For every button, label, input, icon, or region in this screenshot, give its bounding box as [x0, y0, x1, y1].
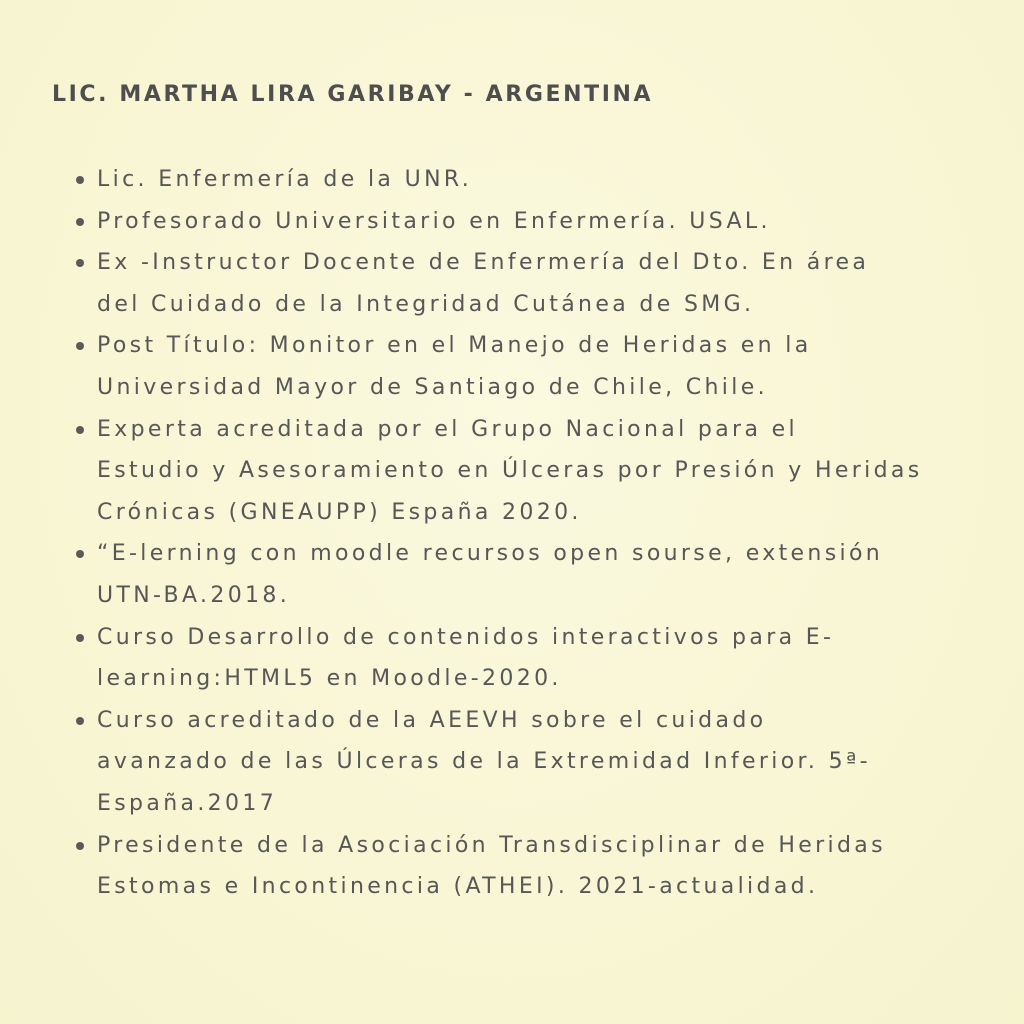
- list-item-line: “E-lerning con moodle recursos open sourse, extensión: [97, 541, 884, 567]
- bullet-icon: [76, 842, 84, 850]
- list-item-line: Universidad Mayor de Santiago de Chile, Chile.: [97, 374, 768, 400]
- page-title: LIC. MARTHA LIRA GARIBAY - ARGENTINA: [52, 82, 654, 107]
- list-item: [97, 159, 997, 201]
- list-item: [97, 617, 997, 700]
- list-item-line: del Cuidado de la Integridad Cutánea de SMG.: [97, 291, 755, 317]
- list-item: [97, 242, 997, 325]
- credentials-list: [97, 159, 997, 908]
- list-item-line: Lic. Enfermería de la UNR.: [97, 167, 473, 192]
- bullet-icon: [76, 717, 84, 725]
- list-item-line: Crónicas (GNEAUPP) España 2020.: [97, 499, 582, 525]
- list-item: [97, 325, 997, 408]
- list-item-line: Curso acreditado de la AEEVH sobre el cuidado: [97, 707, 767, 733]
- list-item-line: Profesorado Universitario en Enfermería. USAL.: [97, 208, 771, 234]
- list-item: [97, 825, 997, 908]
- list-item-line: avanzado de las Úlceras de la Extremidad Inferior. 5ª-: [97, 749, 871, 775]
- list-item-line: Post Título: Monitor en el Manejo de Heridas en la: [97, 333, 812, 359]
- list-item: [97, 409, 997, 534]
- list-item-line: Estomas e Incontinencia (ATHEI). 2021-actualidad.: [97, 874, 819, 900]
- list-item-line: Experta acreditada por el Grupo Nacional para el: [97, 416, 798, 442]
- bullet-icon: [76, 550, 84, 558]
- bullet-icon: [76, 634, 84, 642]
- list-item-line: Curso Desarrollo de contenidos interactivos para E-: [97, 624, 835, 650]
- bullet-icon: [76, 426, 84, 434]
- bullet-icon: [76, 342, 84, 350]
- bullet-icon: [76, 176, 84, 184]
- list-item-line: España.2017: [97, 790, 278, 816]
- list-item-line: Estudio y Asesoramiento en Úlceras por Presión y Heridas: [97, 458, 923, 484]
- list-item: [97, 201, 997, 243]
- list-item: [97, 700, 997, 825]
- list-item-line: Ex -Instructor Docente de Enfermería del Dto. En área: [97, 250, 870, 276]
- bullet-icon: [76, 218, 84, 226]
- list-item: [97, 533, 997, 616]
- list-item-line: learning:HTML5 en Moodle-2020.: [97, 666, 562, 692]
- list-item-line: UTN-BA.2018.: [97, 582, 291, 608]
- list-item-line: Presidente de la Asociación Transdisciplinar de Heridas: [97, 832, 886, 858]
- bullet-icon: [76, 259, 84, 267]
